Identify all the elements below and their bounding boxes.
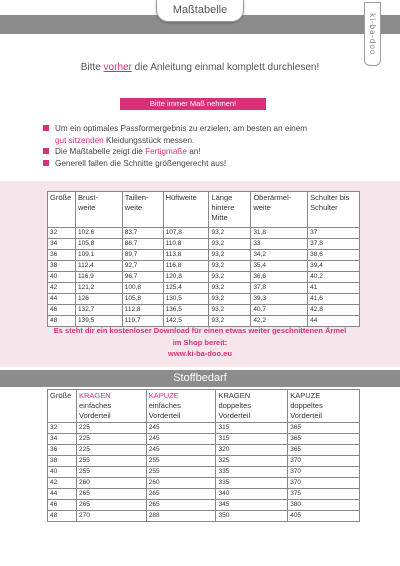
table-cell: 121,2 xyxy=(75,283,122,294)
column-header: Oberärmel- weite xyxy=(251,192,308,228)
header-line: doppeltes xyxy=(218,401,251,410)
table-cell: 139,5 xyxy=(75,316,122,327)
table-cell: 370 xyxy=(288,456,360,467)
table-cell: 40,7 xyxy=(251,305,308,316)
table-cell: 375 xyxy=(288,489,360,500)
table-row xyxy=(48,239,360,250)
table-cell: 83,7 xyxy=(122,228,163,239)
fabric-table xyxy=(47,389,360,522)
header-line: doppeltes xyxy=(290,401,323,410)
page-title-tab: Maßtabelle xyxy=(156,0,244,22)
table-cell: 93,2 xyxy=(209,261,251,272)
table-row xyxy=(48,500,360,511)
tip-item xyxy=(43,123,363,146)
column-header xyxy=(288,390,360,423)
table-cell: 112,8 xyxy=(122,305,163,316)
table-cell: 48 xyxy=(48,316,76,327)
table-row xyxy=(48,294,360,305)
table-cell: 105,8 xyxy=(75,239,122,250)
table-cell: 38 xyxy=(48,456,77,467)
column-header xyxy=(146,390,216,423)
column-header: Länge hintere Mitte xyxy=(209,192,251,228)
table-cell: 37,8 xyxy=(251,283,308,294)
table-cell: 37,8 xyxy=(308,239,360,250)
table-cell: 34 xyxy=(48,434,77,445)
table-cell: 32 xyxy=(48,228,76,239)
header-line: Vorderteil xyxy=(290,411,322,420)
table-cell: 93,2 xyxy=(209,316,251,327)
table-cell: 255 xyxy=(76,456,146,467)
table-cell: 365 xyxy=(288,423,360,434)
table-row xyxy=(48,305,360,316)
table-cell: 245 xyxy=(146,445,216,456)
column-header: Schulter bis Schulter xyxy=(308,192,360,228)
header-line: einfaches xyxy=(148,401,181,410)
table-cell: 40 xyxy=(48,467,77,478)
table-row xyxy=(48,423,360,434)
table-cell: 113,8 xyxy=(163,250,209,261)
table-cell: 36,6 xyxy=(251,272,308,283)
shop-link[interactable]: www.ki-ba-doo.eu xyxy=(168,349,232,358)
table-cell: 36 xyxy=(48,445,77,456)
table-cell: 93,2 xyxy=(209,239,251,250)
table-cell: 36 xyxy=(48,250,76,261)
column-header xyxy=(216,390,288,423)
tip-text-rest: an! xyxy=(186,147,201,156)
table-cell: 110,8 xyxy=(163,239,209,250)
table-cell: 265 xyxy=(146,500,216,511)
table-cell: 260 xyxy=(146,478,216,489)
table-cell: 96,7 xyxy=(122,272,163,283)
table-cell: 86,7 xyxy=(122,239,163,250)
table-row xyxy=(48,445,360,456)
table-row xyxy=(48,511,360,522)
table-cell: 89,7 xyxy=(122,250,163,261)
column-header: Hüftweite xyxy=(163,192,209,228)
table-cell: 105,8 xyxy=(122,294,163,305)
table-cell: 265 xyxy=(76,500,146,511)
table-cell: 112,4 xyxy=(75,261,122,272)
table-cell: 125,4 xyxy=(163,283,209,294)
table-cell: 365 xyxy=(288,434,360,445)
column-header xyxy=(76,390,146,423)
table-cell: 92,7 xyxy=(122,261,163,272)
table-cell: 38,6 xyxy=(308,250,360,261)
table-cell: 46 xyxy=(48,305,76,316)
table-cell: 116,8 xyxy=(163,261,209,272)
tips-list xyxy=(43,123,363,169)
table-cell: 116,9 xyxy=(75,272,122,283)
table-cell: 37 xyxy=(308,228,360,239)
table-cell: 350 xyxy=(216,511,288,522)
table-cell: 130,5 xyxy=(163,294,209,305)
table-cell: 345 xyxy=(216,500,288,511)
table-cell: 142,5 xyxy=(163,316,209,327)
table-cell: 44 xyxy=(48,294,76,305)
header-line: Vorderteil xyxy=(78,411,111,420)
table-cell: 42,8 xyxy=(308,305,360,316)
table-cell: 93,2 xyxy=(209,305,251,316)
table-cell: 255 xyxy=(146,456,216,467)
size-table xyxy=(47,191,360,327)
table-cell: 42,2 xyxy=(251,316,308,327)
measure-banner: Bitte immer Maß nehmen! xyxy=(120,98,266,110)
table-cell: 44 xyxy=(48,489,77,500)
table-cell: 265 xyxy=(76,489,146,500)
tip-text: Generell fallen die Schnitte größengerecht aus! xyxy=(55,158,227,168)
table-cell: 225 xyxy=(76,434,146,445)
table-cell: 315 xyxy=(216,434,288,445)
table-cell: 335 xyxy=(216,478,288,489)
table-cell: 126 xyxy=(75,294,122,305)
table-cell: 255 xyxy=(146,467,216,478)
header-label: KRAGEN xyxy=(218,391,251,400)
intro-prefix: Bitte xyxy=(80,62,104,73)
table-row xyxy=(48,228,360,239)
table-cell: 245 xyxy=(146,434,216,445)
tip-item xyxy=(43,158,363,170)
table-cell: 365 xyxy=(288,445,360,456)
table-cell: 288 xyxy=(146,511,216,522)
tip-text-rest: Kleidungsstück messen. xyxy=(103,135,195,145)
table-cell: 93,2 xyxy=(209,228,251,239)
header-line: Vorderteil xyxy=(218,411,251,420)
table-cell: 48 xyxy=(48,511,77,522)
table-row xyxy=(48,261,360,272)
table-cell: 93,2 xyxy=(209,272,251,283)
table-cell: 370 xyxy=(288,478,360,489)
download-line: im Shop bereit: xyxy=(172,337,228,347)
table-cell: 93,2 xyxy=(209,294,251,305)
header-line: Vorderteil xyxy=(148,411,181,420)
table-cell: 107,8 xyxy=(163,228,209,239)
table-cell: 34 xyxy=(48,239,76,250)
table-cell: 405 xyxy=(288,511,360,522)
table-cell: 119,7 xyxy=(122,316,163,327)
table-cell: 370 xyxy=(288,467,360,478)
table-row xyxy=(48,250,360,261)
header-label: KAPUZE xyxy=(148,391,179,400)
table-cell: 320 xyxy=(216,445,288,456)
table-row xyxy=(48,272,360,283)
table-cell: 41 xyxy=(308,283,360,294)
table-cell: 32 xyxy=(48,423,77,434)
table-cell: 39,4 xyxy=(308,261,360,272)
logo-text: ki-ba-doo xyxy=(368,13,377,55)
table-cell: 315 xyxy=(216,423,288,434)
column-header: Taillen- weite xyxy=(122,192,163,228)
table-cell: 120,8 xyxy=(163,272,209,283)
header-label: KRAGEN xyxy=(78,391,111,400)
table-cell: 102.6 xyxy=(75,228,122,239)
download-note xyxy=(0,325,400,360)
table-cell: 44 xyxy=(308,316,360,327)
table-cell: 245 xyxy=(146,423,216,434)
header-label: KAPUZE xyxy=(290,391,321,400)
table-row xyxy=(48,434,360,445)
tip-text: Die Maßtabelle zeigt die xyxy=(55,147,146,156)
table-cell: 40 xyxy=(48,272,76,283)
header-label: Größe xyxy=(50,391,72,400)
table-cell: 255 xyxy=(76,467,146,478)
table-cell: 41,6 xyxy=(308,294,360,305)
download-line: Es steht dir ein kostenloser Download für einen etwas weiter geschnittenen Ärmel xyxy=(53,326,347,335)
column-header xyxy=(48,390,77,423)
table-cell: 225 xyxy=(76,423,146,434)
table-cell: 132,7 xyxy=(75,305,122,316)
table-cell: 46 xyxy=(48,500,77,511)
table-row xyxy=(48,478,360,489)
table-cell: 260 xyxy=(76,478,146,489)
table-cell: 136,5 xyxy=(163,305,209,316)
table-row xyxy=(48,489,360,500)
intro-highlight: vorher xyxy=(103,62,132,73)
table-cell: 109,1 xyxy=(75,250,122,261)
intro-suffix: die Anleitung einmal komplett durchlesen! xyxy=(131,62,320,73)
table-cell: 34,2 xyxy=(251,250,308,261)
table-cell: 100,8 xyxy=(122,283,163,294)
table-row xyxy=(48,467,360,478)
table-cell: 35,4 xyxy=(251,261,308,272)
intro-text xyxy=(0,62,400,73)
table-cell: 42 xyxy=(48,283,76,294)
table-cell: 40,2 xyxy=(308,272,360,283)
table-cell: 93,2 xyxy=(209,283,251,294)
table-cell: 380 xyxy=(288,500,360,511)
tip-highlight: gut sitzenden xyxy=(55,135,104,145)
table-row xyxy=(48,456,360,467)
table-cell: 38 xyxy=(48,261,76,272)
table-cell: 335 xyxy=(216,467,288,478)
fabric-section-title: Stoffbedarf xyxy=(0,370,400,387)
table-cell: 93,2 xyxy=(209,250,251,261)
column-header: Größe xyxy=(48,192,76,228)
table-cell: 270 xyxy=(76,511,146,522)
column-header: Brust- weite xyxy=(75,192,122,228)
tip-highlight: Fertigmaße xyxy=(145,147,187,156)
tip-text: Um ein optimales Passformergebnis zu erzielen, am besten an einem xyxy=(55,124,308,133)
table-cell: 225 xyxy=(76,445,146,456)
header-line: einfaches xyxy=(78,401,112,410)
table-row xyxy=(48,283,360,294)
brand-logo xyxy=(364,2,381,66)
table-cell: 31,8 xyxy=(251,228,308,239)
tip-item xyxy=(43,146,363,158)
table-cell: 265 xyxy=(146,489,216,500)
table-cell: 39,3 xyxy=(251,294,308,305)
table-cell: 325 xyxy=(216,456,288,467)
table-cell: 340 xyxy=(216,489,288,500)
table-cell: 33 xyxy=(251,239,308,250)
table-cell: 42 xyxy=(48,478,77,489)
